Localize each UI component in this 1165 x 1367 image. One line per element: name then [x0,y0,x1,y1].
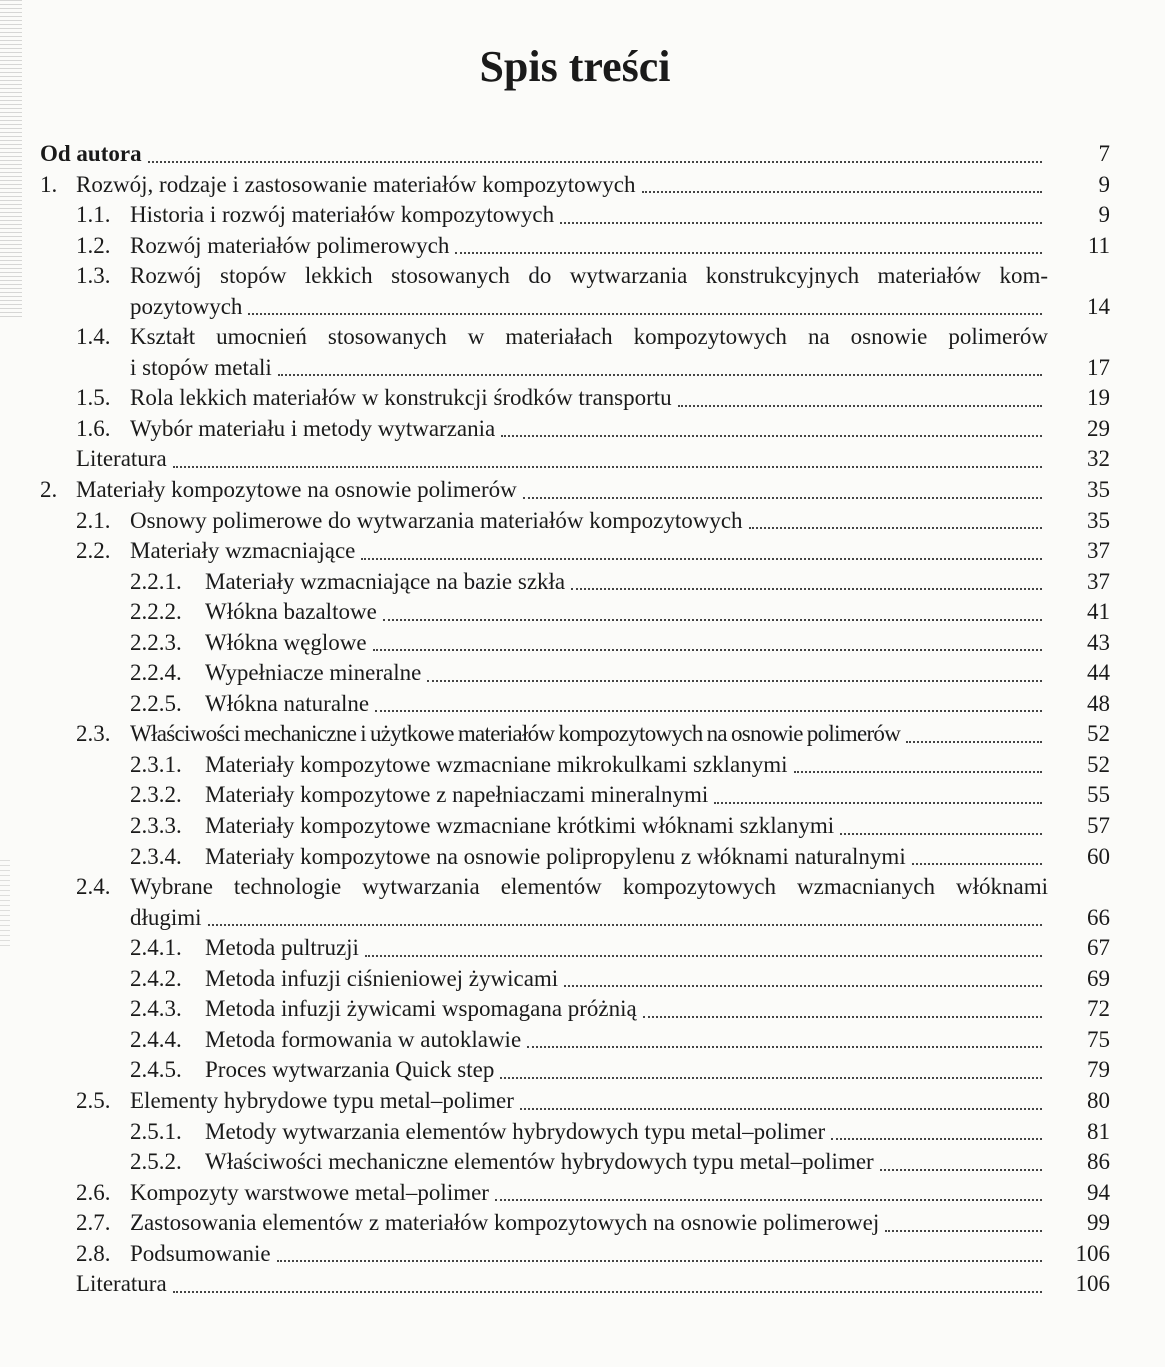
dot-leader [278,373,1042,376]
toc-title: Materiały kompozytowe wzmacniane krótkimi włóknami szklanymi [205,813,835,839]
toc-title: Materiały kompozytowe na osnowie polipropylenu z włóknami naturalnymi [205,843,906,869]
toc-number: 1.5. [76,385,111,411]
toc-page-number: 75 [1087,1026,1110,1052]
toc-title: Metoda pultruzji [205,935,359,961]
toc-number: 2.3.3. [130,813,182,839]
dot-leader [365,954,1042,957]
toc-title: Wypełniacze mineralne [205,660,422,686]
dot-leader [495,1198,1042,1201]
toc-wrapped-title [130,261,1048,322]
toc-title-wrap [130,1239,1048,1270]
toc-title: Materiały kompozytowe z napełniaczami mineralnymi [205,782,709,808]
toc-number: 2.6. [76,1179,111,1205]
toc-title-wrap [130,506,1048,537]
toc-entry[interactable] [40,689,1110,720]
toc-page-number: 29 [1087,415,1110,441]
dot-leader [643,1015,1042,1018]
toc-entry[interactable] [40,506,1110,537]
toc-page-number: 52 [1087,751,1110,777]
toc-title-wrap [205,628,1048,659]
toc-number: 2.3.4. [130,843,182,869]
toc-page-number: 99 [1087,1210,1110,1236]
toc-title: Właściwości mechaniczne elementów hybrydowych typu metal–polimer [205,1149,874,1175]
toc-entry[interactable] [40,231,1110,262]
toc-page-number: 52 [1087,721,1110,747]
toc-page-number: 9 [1098,202,1110,228]
table-of-contents [40,139,1110,1300]
dot-leader [571,587,1042,590]
toc-title-wrap [205,567,1048,598]
toc-number: 1.2. [76,232,111,258]
toc-entry[interactable] [40,414,1110,445]
toc-title-wrap [130,383,1048,414]
toc-page-number: 60 [1087,843,1110,869]
toc-title: Literatura [76,446,167,472]
toc-title-line: Rozwój stopów lekkich stosowanych do wytwarzania konstrukcyjnych materiałów kom- [130,263,1048,289]
toc-title-wrap [205,964,1048,995]
dot-leader [523,496,1042,499]
dot-leader [501,434,1042,437]
toc-number: 2.4.3. [130,996,182,1022]
toc-title-continuation: pozytowych [130,293,243,319]
toc-title-wrap [130,231,1048,262]
dot-leader [208,923,1042,926]
toc-title: Materiały wzmacniające na bazie szkła [205,568,566,594]
toc-page-number: 48 [1087,690,1110,716]
toc-entry[interactable] [40,964,1110,995]
toc-title-wrap [205,597,1048,628]
toc-page-number: 11 [1087,232,1110,258]
dot-leader [831,1137,1042,1140]
toc-page-number: 72 [1087,996,1110,1022]
dot-leader [277,1259,1042,1262]
toc-entry[interactable] [40,1117,1110,1148]
toc-page-number: 37 [1087,568,1110,594]
toc-page-number: 35 [1087,507,1110,533]
dot-leader [373,648,1042,651]
toc-number: 2.8. [76,1240,111,1266]
toc-page-number: 9 [1098,171,1110,197]
toc-page-number: 81 [1087,1118,1110,1144]
toc-entry[interactable] [40,1178,1110,1209]
toc-title-line: Kształt umocnień stosowanych w materiałach kompozytowych na osnowie polimerów [130,324,1048,350]
toc-page-number: 86 [1087,1149,1110,1175]
toc-title-wrap [205,1025,1048,1056]
toc-number: 2.3.1. [130,751,182,777]
toc-title: Od autora [40,141,142,166]
toc-title-line [130,353,1048,384]
toc-title: Metoda infuzji żywicami wspomagana próżnią [205,996,637,1022]
dot-leader [906,740,1042,743]
toc-number: 2.2.5. [130,690,182,716]
toc-number: 2.4.5. [130,1057,182,1083]
toc-title-wrap [130,1178,1048,1209]
toc-title-wrap [205,842,1048,873]
dot-leader [248,312,1042,315]
dot-leader [375,709,1042,712]
toc-title: Włókna węglowe [205,629,367,655]
toc-title-wrap [130,414,1048,445]
dot-leader [714,801,1042,804]
dot-leader [678,404,1042,407]
toc-title: Rozwój materiałów polimerowych [130,232,450,258]
toc-title: Podsumowanie [130,1240,271,1266]
toc-title: Kompozyty warstwowe metal–polimer [130,1179,489,1205]
toc-number: 2.5. [76,1087,111,1113]
toc-title: Metoda infuzji ciśnieniowej żywicami [205,965,559,991]
toc-number: 1.4. [76,324,111,350]
toc-title-wrap [205,1055,1048,1086]
page-title: Spis treści [479,42,671,91]
toc-entry[interactable] [40,658,1110,689]
toc-entry[interactable] [40,170,1110,201]
dot-leader [173,1290,1042,1293]
toc-entry[interactable] [40,1208,1110,1239]
toc-page-number: 69 [1087,965,1110,991]
toc-number: 1. [40,171,58,197]
toc-title-wrap [130,1086,1048,1117]
toc-entry[interactable] [40,1147,1110,1178]
toc-title-wrap [205,994,1048,1025]
toc-entry[interactable] [40,872,1110,933]
dot-leader [560,221,1042,224]
toc-number: 2.4.2. [130,965,182,991]
toc-number: 2.1. [76,507,111,533]
toc-entry[interactable] [40,1269,1110,1300]
toc-entry[interactable] [40,322,1110,383]
toc-page-number: 19 [1087,385,1110,411]
toc-title-wrap [205,1117,1048,1148]
toc-title-wrap [205,780,1048,811]
scan-edge-artifact [0,860,10,950]
toc-page-number: 35 [1087,477,1110,503]
toc-number: 2.7. [76,1210,111,1236]
toc-page-number: 7 [1098,141,1110,166]
toc-entry[interactable] [40,811,1110,842]
toc-wrapped-title [130,872,1048,933]
toc-page-number: 106 [1075,1271,1110,1297]
toc-title-wrap [76,444,1048,475]
toc-number: 2.3.2. [130,782,182,808]
toc-entry[interactable] [40,750,1110,781]
toc-title: Proces wytwarzania Quick step [205,1057,495,1083]
toc-title: Literatura [76,1271,167,1297]
toc-title: Rozwój, rodzaje i zastosowanie materiałów kompozytowych [76,171,636,197]
toc-title-line [130,292,1048,323]
dot-leader [564,984,1042,987]
toc-title: Metody wytwarzania elementów hybrydowych typu metal–polimer [205,1118,826,1144]
toc-title: Elementy hybrydowe typu metal–polimer [130,1087,514,1113]
dot-leader [500,1076,1042,1079]
toc-entry[interactable] [40,933,1110,964]
toc-wrapped-title [130,322,1048,383]
toc-entry[interactable] [40,444,1110,475]
toc-page-number: 66 [1087,904,1110,930]
dot-leader [840,832,1042,835]
toc-title-line [130,903,1048,934]
toc-page-number: 79 [1087,1057,1110,1083]
toc-title: Rola lekkich materiałów w konstrukcji środków transportu [130,385,672,411]
toc-title-wrap [205,750,1048,781]
dot-leader [173,465,1042,468]
toc-page-number: 14 [1087,293,1110,319]
toc-page-number: 32 [1087,446,1110,472]
toc-page-number: 43 [1087,629,1110,655]
toc-number: 2.2.1. [130,568,182,594]
toc-number: 1.6. [76,415,111,441]
toc-page-number: 67 [1087,935,1110,961]
toc-entry[interactable] [40,1055,1110,1086]
dot-leader [520,1107,1042,1110]
toc-entry[interactable] [40,628,1110,659]
toc-entry[interactable] [40,567,1110,598]
toc-entry[interactable] [40,383,1110,414]
toc-title-wrap [205,933,1048,964]
toc-title-wrap [76,475,1048,506]
toc-number: 2.5.2. [130,1149,182,1175]
toc-entry[interactable] [40,261,1110,322]
dot-leader [148,160,1042,163]
toc-entry[interactable] [40,1025,1110,1056]
toc-entry[interactable] [40,536,1110,567]
toc-entry[interactable] [40,1086,1110,1117]
toc-title-wrap [205,658,1048,689]
toc-title-wrap [205,689,1048,720]
toc-title-wrap [130,719,1048,750]
toc-title: Wybór materiału i metody wytwarzania [130,415,496,441]
toc-entry[interactable] [40,139,1110,170]
toc-title: Właściwości mechaniczne i użytkowe materiałów kompozytowych na osnowie polimerów [130,721,901,747]
dot-leader [749,526,1042,529]
toc-title-wrap [40,139,1048,170]
toc-entry[interactable] [40,475,1110,506]
dot-leader [527,1045,1042,1048]
toc-page-number: 80 [1087,1087,1110,1113]
dot-leader [427,679,1042,682]
toc-entry[interactable] [40,597,1110,628]
toc-page-number: 106 [1075,1240,1110,1266]
dot-leader [361,557,1042,560]
dot-leader [880,1168,1042,1171]
toc-entry[interactable] [40,719,1110,750]
toc-title-wrap [76,1269,1048,1300]
toc-number: 2.2.3. [130,629,182,655]
toc-page-number: 94 [1087,1179,1110,1205]
toc-number: 2.4.4. [130,1026,182,1052]
toc-title: Zastosowania elementów z materiałów kompozytowych na osnowie polimerowej [130,1210,880,1236]
toc-number: 2.4.1. [130,935,182,961]
toc-entry[interactable] [40,842,1110,873]
toc-title: Osnowy polimerowe do wytwarzania materiałów kompozytowych [130,507,743,533]
toc-page-number: 37 [1087,538,1110,564]
toc-number: 2.5.1. [130,1118,182,1144]
toc-title: Włókna bazaltowe [205,599,377,625]
toc-title-continuation: i stopów metali [130,354,272,380]
toc-number: 2. [40,477,58,503]
toc-number: 2.2.2. [130,599,182,625]
toc-title: Materiały wzmacniające [130,538,356,564]
toc-title-wrap [130,200,1048,231]
toc-title: Materiały kompozytowe wzmacniane mikrokulkami szklanymi [205,751,788,777]
toc-title-wrap [130,536,1048,567]
toc-title: Włókna naturalne [205,690,370,716]
toc-title-continuation: długimi [130,904,202,930]
toc-entry[interactable] [40,200,1110,231]
toc-number: 1.3. [76,263,111,289]
toc-page-number: 44 [1087,660,1110,686]
toc-number: 2.2. [76,538,111,564]
toc-number: 2.2.4. [130,660,182,686]
dot-leader [383,618,1042,621]
toc-number: 1.1. [76,202,111,228]
toc-title-wrap [205,1147,1048,1178]
toc-number: 2.4. [76,874,111,900]
dot-leader [794,770,1042,773]
toc-page-number: 41 [1087,599,1110,625]
toc-title-wrap [205,811,1048,842]
toc-title-line: Wybrane technologie wytwarzania elementów kompozytowych wzmacnianych włóknami [130,874,1048,900]
toc-page-number: 17 [1087,354,1110,380]
dot-leader [455,251,1042,254]
toc-entry[interactable] [40,780,1110,811]
toc-title-wrap [130,1208,1048,1239]
toc-title: Historia i rozwój materiałów kompozytowych [130,202,555,228]
toc-number: 2.3. [76,721,111,747]
toc-title-wrap [76,170,1048,201]
toc-page-number: 55 [1087,782,1110,808]
toc-title: Metoda formowania w autoklawie [205,1026,522,1052]
toc-page-number: 57 [1087,813,1110,839]
toc-entry[interactable] [40,1239,1110,1270]
toc-entry[interactable] [40,994,1110,1025]
toc-title: Materiały kompozytowe na osnowie polimerów [76,477,517,503]
dot-leader [642,190,1042,193]
dot-leader [885,1229,1042,1232]
dot-leader [912,862,1042,865]
